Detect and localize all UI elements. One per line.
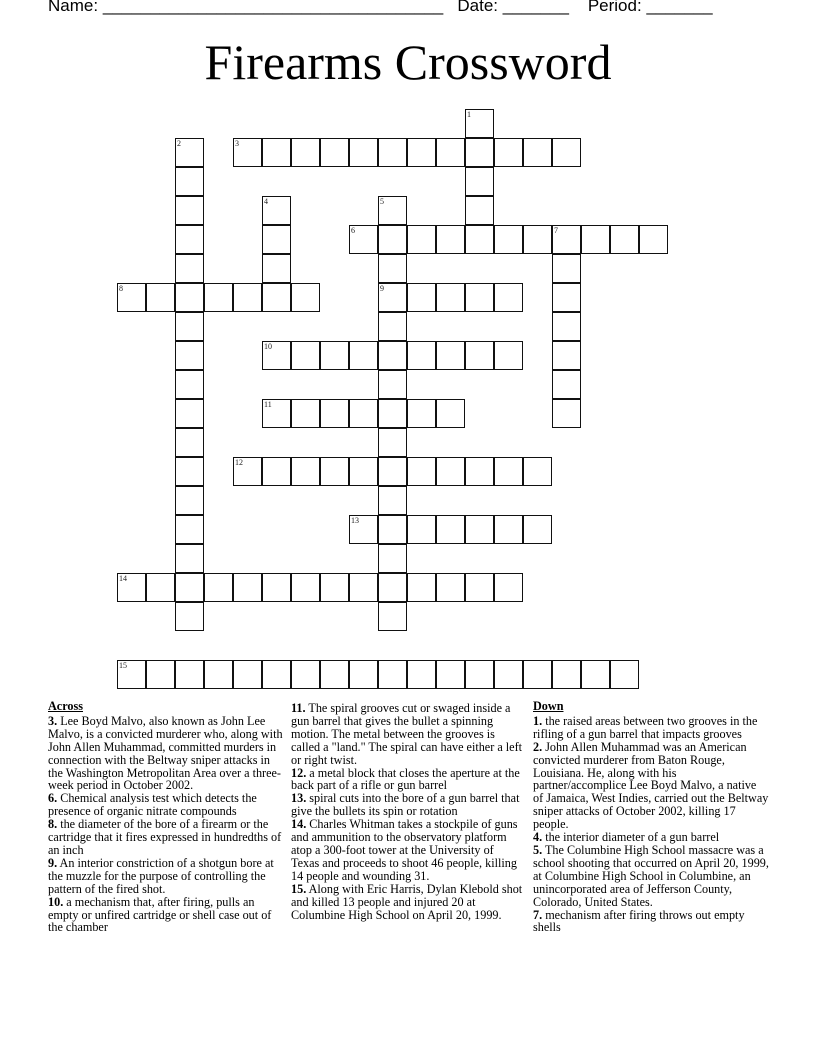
grid-cell[interactable] bbox=[552, 225, 581, 254]
clue-text: the raised areas between two grooves in the rifling of a gun barrel that impacts grooves bbox=[533, 713, 758, 741]
grid-cell[interactable] bbox=[175, 225, 204, 254]
grid-cell[interactable] bbox=[117, 283, 146, 312]
grid-cell[interactable] bbox=[262, 254, 291, 283]
across-clue bbox=[291, 767, 523, 793]
date-blank: _______ bbox=[502, 0, 569, 15]
clue-number: 8 bbox=[119, 284, 123, 293]
grid-cell[interactable] bbox=[465, 457, 494, 486]
clue-number: 6 bbox=[351, 226, 355, 235]
across-clue bbox=[48, 857, 284, 896]
grid-cell[interactable] bbox=[436, 341, 465, 370]
clue-text: John Allen Muhammad was an American convicted murderer from Baton Rouge, Louisiana. He, along with his partner/accomplice Lee Boyd Malvo, a native of Jamaica, West Indies, carried out the Beltway sniper attacks of October 2002, killing 17 people. bbox=[533, 739, 769, 832]
grid-cell[interactable] bbox=[378, 457, 407, 486]
clue-number: 2 bbox=[177, 139, 181, 148]
grid-cell[interactable] bbox=[233, 660, 262, 689]
grid-cell[interactable] bbox=[436, 457, 465, 486]
clue-number-label: 1. bbox=[533, 713, 543, 728]
grid-cell[interactable] bbox=[378, 138, 407, 167]
grid-cell[interactable] bbox=[407, 660, 436, 689]
grid-cell[interactable] bbox=[494, 457, 523, 486]
grid-cell[interactable] bbox=[610, 225, 639, 254]
grid-cell[interactable] bbox=[465, 196, 494, 225]
clue-number-label: 3. bbox=[48, 713, 58, 728]
grid-cell[interactable] bbox=[204, 660, 233, 689]
grid-cell[interactable] bbox=[465, 225, 494, 254]
grid-cell[interactable] bbox=[204, 573, 233, 602]
clue-number: 12 bbox=[235, 458, 243, 467]
clue-number: 1 bbox=[467, 110, 471, 119]
clue-number: 7 bbox=[554, 226, 558, 235]
clue-text: mechanism after firing throws out empty shells bbox=[533, 907, 745, 935]
grid-cell[interactable] bbox=[175, 660, 204, 689]
grid-cell[interactable] bbox=[175, 370, 204, 399]
grid-cell[interactable] bbox=[610, 660, 639, 689]
grid-cell[interactable] bbox=[639, 225, 668, 254]
period-blank: _______ bbox=[646, 0, 713, 15]
grid-cell[interactable] bbox=[581, 225, 610, 254]
grid-cell[interactable] bbox=[407, 138, 436, 167]
across-clue bbox=[291, 702, 523, 767]
across-clue bbox=[291, 792, 523, 818]
grid-cell[interactable] bbox=[436, 399, 465, 428]
grid-cell[interactable] bbox=[465, 167, 494, 196]
across-clue bbox=[48, 715, 284, 792]
grid-cell[interactable] bbox=[378, 225, 407, 254]
grid-cell[interactable] bbox=[552, 370, 581, 399]
grid-cell[interactable] bbox=[523, 515, 552, 544]
grid-cell[interactable] bbox=[552, 399, 581, 428]
clue-number: 11 bbox=[264, 400, 272, 409]
grid-cell[interactable] bbox=[175, 167, 204, 196]
down-clues-column bbox=[533, 700, 769, 934]
across-clue bbox=[48, 818, 284, 857]
grid-cell[interactable] bbox=[320, 457, 349, 486]
grid-cell[interactable] bbox=[175, 341, 204, 370]
grid-cell[interactable] bbox=[291, 660, 320, 689]
down-clue bbox=[533, 844, 769, 909]
grid-cell[interactable] bbox=[175, 602, 204, 631]
grid-cell[interactable] bbox=[349, 341, 378, 370]
grid-cell[interactable] bbox=[262, 196, 291, 225]
clue-text: spiral cuts into the bore of a gun barrel that give the bullets its spin or rotation bbox=[291, 791, 520, 819]
clue-number-label: 11. bbox=[291, 701, 306, 715]
grid-cell[interactable] bbox=[407, 341, 436, 370]
grid-cell[interactable] bbox=[378, 544, 407, 573]
grid-cell[interactable] bbox=[233, 138, 262, 167]
clue-number: 14 bbox=[119, 574, 127, 583]
grid-cell[interactable] bbox=[175, 254, 204, 283]
grid-cell[interactable] bbox=[407, 457, 436, 486]
clue-text: Lee Boyd Malvo, also known as John Lee Malvo, is a convicted murderer who, along with John Allen Muhammad, committed murders in connection with the Beltway sniper attacks in the Washington Metropolitan Area over a three-week period in October 2002. bbox=[48, 713, 283, 793]
grid-cell[interactable] bbox=[320, 138, 349, 167]
clue-text: An interior constriction of a shotgun bore at the muzzle for the purpose of controlling the pattern of the fired shot. bbox=[48, 855, 274, 896]
grid-cell[interactable] bbox=[175, 457, 204, 486]
grid-cell[interactable] bbox=[436, 515, 465, 544]
grid-cell[interactable] bbox=[378, 428, 407, 457]
clue-number-label: 4. bbox=[533, 830, 543, 845]
clue-number: 4 bbox=[264, 197, 268, 206]
grid-cell[interactable] bbox=[523, 660, 552, 689]
down-clue bbox=[533, 909, 769, 935]
grid-cell[interactable] bbox=[552, 254, 581, 283]
grid-cell[interactable] bbox=[436, 138, 465, 167]
clue-number-label: 10. bbox=[48, 894, 64, 909]
grid-cell[interactable] bbox=[494, 341, 523, 370]
grid-cell[interactable] bbox=[378, 399, 407, 428]
grid-cell[interactable] bbox=[378, 312, 407, 341]
grid-cell[interactable] bbox=[146, 283, 175, 312]
clue-number-label: 6. bbox=[48, 791, 58, 806]
grid-cell[interactable] bbox=[378, 515, 407, 544]
clue-number: 5 bbox=[380, 197, 384, 206]
grid-cell[interactable] bbox=[146, 660, 175, 689]
clue-number-label: 7. bbox=[533, 907, 543, 922]
period-label: Period: bbox=[587, 0, 642, 15]
grid-cell[interactable] bbox=[465, 138, 494, 167]
grid-cell[interactable] bbox=[233, 457, 262, 486]
grid-cell[interactable] bbox=[407, 225, 436, 254]
clue-number-label: 5. bbox=[533, 842, 543, 857]
grid-cell[interactable] bbox=[436, 660, 465, 689]
across-clue bbox=[48, 792, 284, 818]
name-label: Name: bbox=[48, 0, 99, 15]
grid-cell[interactable] bbox=[465, 341, 494, 370]
clue-text: Along with Eric Harris, Dylan Klebold shot and killed 13 people and injured 20 at Columbine High School on April 20, 1999. bbox=[291, 881, 523, 922]
grid-cell[interactable] bbox=[465, 660, 494, 689]
grid-cell[interactable] bbox=[204, 283, 233, 312]
clue-number-label: 14. bbox=[291, 817, 307, 832]
across-clue bbox=[48, 896, 284, 935]
grid-cell[interactable] bbox=[523, 138, 552, 167]
grid-cell[interactable] bbox=[494, 573, 523, 602]
grid-cell[interactable] bbox=[349, 138, 378, 167]
grid-cell[interactable] bbox=[552, 138, 581, 167]
grid-cell[interactable] bbox=[494, 138, 523, 167]
grid-cell[interactable] bbox=[233, 283, 262, 312]
clue-number-label: 2. bbox=[533, 739, 543, 754]
grid-cell[interactable] bbox=[378, 602, 407, 631]
grid-cell[interactable] bbox=[233, 573, 262, 602]
grid-cell[interactable] bbox=[378, 573, 407, 602]
grid-cell[interactable] bbox=[262, 225, 291, 254]
grid-cell[interactable] bbox=[175, 428, 204, 457]
grid-cell[interactable] bbox=[552, 660, 581, 689]
clue-number: 15 bbox=[119, 661, 127, 670]
grid-cell[interactable] bbox=[552, 283, 581, 312]
grid-cell[interactable] bbox=[349, 457, 378, 486]
clue-number-label: 13. bbox=[291, 791, 307, 806]
clue-text: a metal block that closes the aperture at the back part of a rifle or gun barrel bbox=[291, 765, 520, 793]
clue-text: The Columbine High School massacre was a school shooting that occurred on April 20, 1999, at Columbine High School in Columbine, an unincorporated area of Jefferson County, Colorado, United States. bbox=[533, 842, 769, 909]
down-clue bbox=[533, 715, 769, 741]
clue-number-label: 15. bbox=[291, 881, 307, 896]
grid-cell[interactable] bbox=[175, 573, 204, 602]
grid-cell[interactable] bbox=[175, 515, 204, 544]
grid-cell[interactable] bbox=[146, 573, 175, 602]
clue-text: The spiral grooves cut or swaged inside a gun barrel that gives the bullet a spinning motion. The metal between the grooves is called a "land." The spiral can have either a left or right twist. bbox=[291, 701, 523, 767]
grid-cell[interactable] bbox=[291, 573, 320, 602]
grid-cell[interactable] bbox=[378, 341, 407, 370]
grid-cell[interactable] bbox=[291, 138, 320, 167]
grid-cell[interactable] bbox=[465, 515, 494, 544]
grid-cell[interactable] bbox=[117, 660, 146, 689]
down-heading: Down bbox=[533, 699, 564, 713]
grid-cell[interactable] bbox=[407, 399, 436, 428]
grid-cell[interactable] bbox=[262, 283, 291, 312]
date-label: Date: bbox=[457, 0, 498, 15]
grid-cell[interactable] bbox=[349, 660, 378, 689]
grid-cell[interactable] bbox=[378, 486, 407, 515]
grid-cell[interactable] bbox=[378, 370, 407, 399]
grid-cell[interactable] bbox=[349, 573, 378, 602]
clue-number-label: 8. bbox=[48, 817, 58, 832]
clue-number: 3 bbox=[235, 139, 239, 148]
grid-cell[interactable] bbox=[494, 515, 523, 544]
grid-cell[interactable] bbox=[320, 399, 349, 428]
grid-cell[interactable] bbox=[552, 312, 581, 341]
across-clues-column-1 bbox=[48, 700, 284, 934]
grid-cell[interactable] bbox=[494, 283, 523, 312]
clue-text: the interior diameter of a gun barrel bbox=[545, 830, 720, 845]
grid-cell[interactable] bbox=[436, 573, 465, 602]
grid-cell[interactable] bbox=[175, 312, 204, 341]
grid-cell[interactable] bbox=[175, 486, 204, 515]
clue-number: 10 bbox=[264, 342, 272, 351]
grid-cell[interactable] bbox=[175, 283, 204, 312]
grid-cell[interactable] bbox=[349, 399, 378, 428]
grid-cell[interactable] bbox=[465, 573, 494, 602]
grid-cell[interactable] bbox=[465, 109, 494, 138]
clue-text: Charles Whitman takes a stockpile of guns and ammunition to the observatory platform atop a 300-foot tower at the University of Texas and proceeds to shoot 46 people, killing 14 people and wounding 31. bbox=[291, 817, 518, 883]
across-clue bbox=[291, 818, 523, 883]
grid-cell[interactable] bbox=[291, 399, 320, 428]
grid-cell[interactable] bbox=[407, 573, 436, 602]
grid-cell[interactable] bbox=[175, 399, 204, 428]
clue-text: the diameter of the bore of a firearm or the cartridge that it fires expressed in hundredths of an inch bbox=[48, 817, 282, 857]
grid-cell[interactable] bbox=[262, 457, 291, 486]
grid-cell[interactable] bbox=[378, 196, 407, 225]
grid-cell[interactable] bbox=[378, 254, 407, 283]
down-clue bbox=[533, 741, 769, 831]
name-blank: ____________________________________ bbox=[102, 0, 444, 15]
grid-cell[interactable] bbox=[117, 573, 146, 602]
across-clues-column-2 bbox=[291, 702, 523, 921]
grid-cell[interactable] bbox=[523, 457, 552, 486]
grid-cell[interactable] bbox=[407, 283, 436, 312]
grid-cell[interactable] bbox=[436, 283, 465, 312]
grid-cell[interactable] bbox=[523, 225, 552, 254]
grid-cell[interactable] bbox=[436, 225, 465, 254]
clue-number-label: 12. bbox=[291, 765, 307, 780]
grid-cell[interactable] bbox=[320, 341, 349, 370]
across-heading: Across bbox=[48, 699, 83, 713]
grid-cell[interactable] bbox=[494, 225, 523, 254]
clue-number: 9 bbox=[380, 284, 384, 293]
clue-text: Chemical analysis test which detects the presence of organic nitrate compounds bbox=[48, 791, 257, 819]
grid-cell[interactable] bbox=[349, 515, 378, 544]
grid-cell[interactable] bbox=[175, 138, 204, 167]
page-title: Firearms Crossword bbox=[204, 34, 612, 90]
grid-cell[interactable] bbox=[407, 515, 436, 544]
grid-cell[interactable] bbox=[262, 399, 291, 428]
clue-number: 13 bbox=[351, 516, 359, 525]
grid-cell[interactable] bbox=[465, 283, 494, 312]
grid-cell[interactable] bbox=[320, 660, 349, 689]
grid-cell[interactable] bbox=[552, 341, 581, 370]
grid-cell[interactable] bbox=[291, 283, 320, 312]
grid-cell[interactable] bbox=[378, 660, 407, 689]
grid-cell[interactable] bbox=[175, 544, 204, 573]
grid-cell[interactable] bbox=[262, 341, 291, 370]
grid-cell[interactable] bbox=[262, 573, 291, 602]
grid-cell[interactable] bbox=[291, 341, 320, 370]
grid-cell[interactable] bbox=[349, 225, 378, 254]
grid-cell[interactable] bbox=[320, 573, 349, 602]
grid-cell[interactable] bbox=[262, 138, 291, 167]
grid-cell[interactable] bbox=[175, 196, 204, 225]
grid-cell[interactable] bbox=[262, 660, 291, 689]
grid-cell[interactable] bbox=[494, 660, 523, 689]
grid-cell[interactable] bbox=[378, 283, 407, 312]
clue-number-label: 9. bbox=[48, 855, 58, 870]
across-clue bbox=[291, 883, 523, 922]
grid-cell[interactable] bbox=[291, 457, 320, 486]
grid-cell[interactable] bbox=[581, 660, 610, 689]
clue-text: a mechanism that, after firing, pulls an empty or unfired cartridge or shell case out of the chamber bbox=[48, 894, 272, 935]
